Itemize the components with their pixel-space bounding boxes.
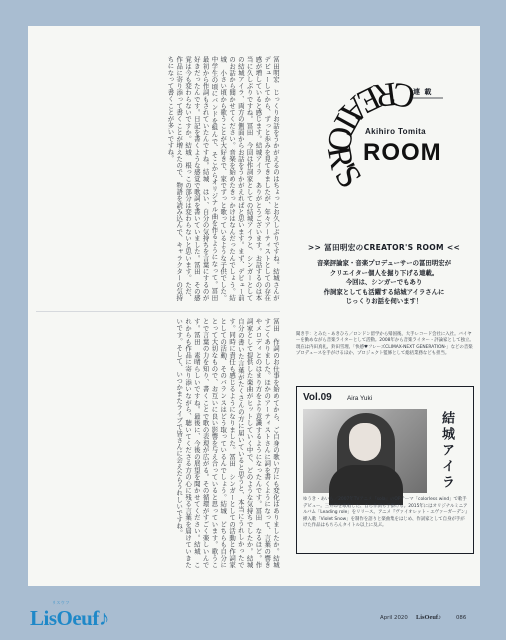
column-divider <box>36 311 280 312</box>
issue-date: April 2020 <box>380 615 408 621</box>
magazine-page <box>28 26 480 586</box>
article-lead <box>292 259 476 307</box>
creators-room-logo <box>293 56 473 236</box>
interview-body-lower <box>36 318 280 575</box>
page-number: 086 <box>456 615 467 621</box>
right-column <box>288 26 480 586</box>
article-heading: >> 冨田明宏のCREATOR'S ROOM << <box>307 243 461 252</box>
creators-room-logo-graphic <box>293 56 473 236</box>
interview-text-lower: 冨田 作詞のお仕事を始めてから、ご自身の歌い方にも変化はありましたか。結城 すごくありました。ほかのアーティストさんに詞を書くようになって、言葉の響きやメロディとのはまり方をより意識するようになったんです。冨田 なるほど。作詞家として提供した楽曲がヒットしていく中で、どのような気持ちでしたか。結城 自分の書いた言葉がたくさんの方に届いていると思うと、本当にうれしかったです。同時に責任も感じるようになりました。冨田 シンガーとしての活動と作詞家としての活動、そのバランスはどう取っているんでしょう。結城 どちらも自分にとって大切なもので、お互いに良い影響を与え合っていると思っています。歌うことで言葉の力を知り、書くことで歌の表現が広がる。その循環がすごく楽しいんです。冨田 素晴らしいですね。最後に、今後の展望を聞かせてください。結城 これからも作品に寄り添いながら、聴いてくださる方の心に残る言葉を届けていきたいです。そして、いつかまたライブで皆さんに会えたらうれしいですね。 <box>175 318 280 575</box>
guest-profile-card <box>296 386 474 554</box>
interviewer-profile: 聞き手：とみた・あきひろ／ロンドン留学から帰国後、大手レコード会社に入社。バイヤーを勤めながら音楽ライターとして活動。2008年から音楽ライター・評論家として独立。現在は内田真礼、鈴田雪理、「快感♥フレーズCLIMAX-NEXT GENERATION-」などの音楽プロデュースを手がけるほか、プロジェクト監修として総括業務なども担当。 <box>296 332 474 357</box>
guest-profile-text: ゆうき・あいら／2007年TVアニメ『sola』のOPテーマ「colorless wind」で歌手デビュー。三井印を歌唱した、自ら作詞も手掛ける。2015年にはオリジナルミニアルバム「Leading role」をリリース。アニメ『ヴァイオレット・エヴァーガーデン』挿入歌「Violet Snow」を制作を語りと楽曲集をはじめ、作詞家として自身が手がけた作品はもちろんタイトル以上に及ぶ。 <box>303 497 468 529</box>
guest-name-jp: 結城アイラ <box>439 411 454 491</box>
photo-face-shape <box>349 423 381 461</box>
lead-line-1: 音楽評論家・音楽プロデューサーの冨田明宏が <box>316 259 451 267</box>
interview-body-upper <box>36 56 280 308</box>
logo-room: ROOM <box>363 139 442 166</box>
interview-body <box>36 56 280 576</box>
brand-ruby: リスウフ <box>52 600 70 605</box>
rensai-label: 連 載 <box>413 88 433 96</box>
volume-number: Vol.09 <box>303 392 332 403</box>
interview-text-upper: 冨田明宏 じっくりお話をうかがえるのはちょっとお久しぶりですね。結城さんがデビューしてから、ずっと歩みを見てきましたが、年々アーティストとしての存在感が増していると感じます。結城アイラ ありがとうございます。お話するのは本当に久しぶりですね。冨田 今回は作詞家としての結城アイラと、シンガーとしての結城アイラ、両方の側面からお話をうかがえればと思います。まず、デビュー前のお話から聞かせてください。音楽を始めたきっかけはなんだったんでしょう。結城 小さい頃から歌うことが大好きで、家でずっと歌っているような子供でした。中学生の頃にバンドを組んで、そこからオリジナル曲を作るようになって。冨田 最初から作詞もされていたんですね。結城 はい、自分の気持ちを言葉にするのが好きだったんです。日記を書くような感覚で歌詞を書いていました。冨田 その感覚は今も変わらないですか。結城 根っこの部分は変わらないと思います。ただ、作品に寄り添って書くことが増えたので、物語を読み込んで、キャラクターの気持ちになって書くことが多いですね。 <box>166 56 280 308</box>
lead-line-4: 作詞家としても活躍する結城アイラさんに <box>323 287 445 296</box>
footer-magazine-name: LisOeuf♪ <box>416 614 442 621</box>
guest-photo <box>303 409 427 493</box>
lead-line-2: クリエイター個人を掘り下げる連載。 <box>329 268 439 277</box>
logo-arc-textpath: CREATOR'S <box>319 74 419 195</box>
guest-name-en: Aira Yuki <box>347 395 373 402</box>
brand-logo: LisOeuf♪ <box>30 606 109 630</box>
lead-line-3: 今回は、シンガーでもあり <box>345 278 423 287</box>
lead-line-5: じっくりお話を伺います！ <box>345 297 423 306</box>
logo-name-en: Akihiro Tomita <box>365 127 427 136</box>
